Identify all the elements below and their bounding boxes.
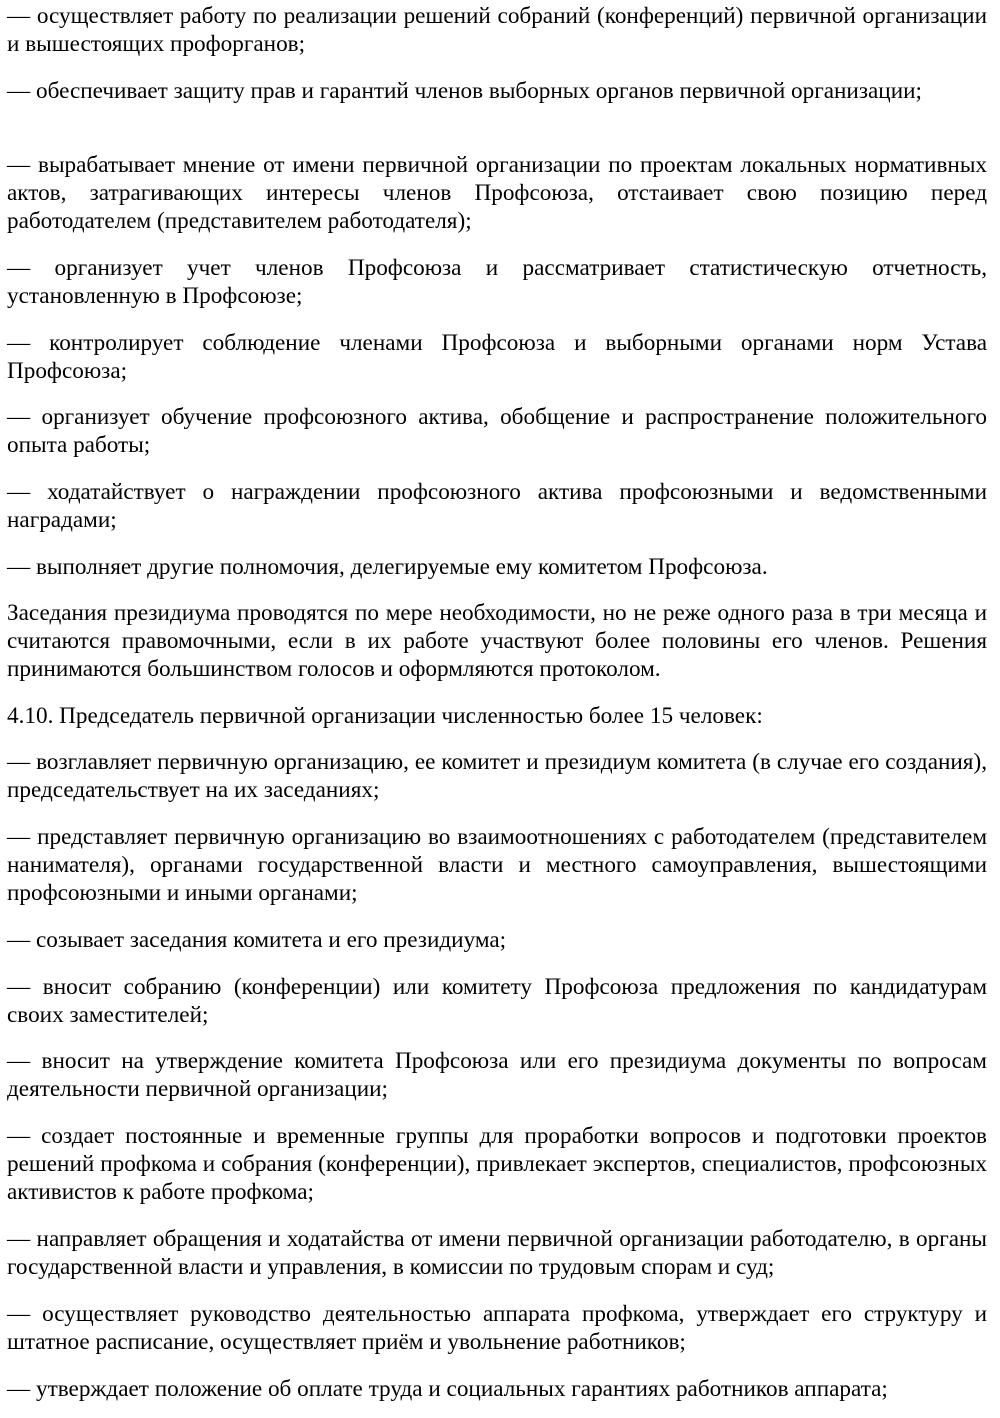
paragraph-other-powers: — выполняет другие полномочия, делегируемые ему комитетом Профсоюза. xyxy=(7,554,768,580)
paragraph-member-accounting: — организует учет членов Профсоюза и рассматривает статистическую отчетность, установленную в Профсоюзе; xyxy=(7,255,987,309)
paragraph-presidium-meetings: Заседания президиума проводятся по мере необходимости, но не реже одного раза в три месяца и считаются правомочными, если в их работе участвуют более половины его членов. Решения принимаются большинством голосов и оформляются протоколом. xyxy=(7,600,987,682)
paragraph-convenes-meetings: — созывает заседания комитета и его президиума; xyxy=(7,927,507,953)
paragraph-manages-staff: — осуществляет руководство деятельностью аппарата профкома, утверждает его структуру и штатное расписание, осуществляет приём и увольнение работников; xyxy=(7,1301,987,1355)
paragraph-approves-pay-regulation: — утверждает положение об оплате труда и социальных гарантиях работников аппарата; xyxy=(7,1376,888,1402)
paragraph-controls-charter: — контролирует соблюдение членами Профсоюза и выборными органами норм Устава Профсоюза; xyxy=(7,330,987,384)
paragraph-creates-groups: — создает постоянные и временные группы для проработки вопросов и подготовки проектов решений профкома и собрания (конференции), привлекает экспертов, специалистов, профсоюзных активистов к работе профкома; xyxy=(7,1123,987,1205)
section-heading-4-10: 4.10. Председатель первичной организации численностью более 15 человек: xyxy=(7,703,763,729)
paragraph-organizes-training: — организует обучение профсоюзного актива, обобщение и распространение положительного опыта работы; xyxy=(7,404,987,458)
paragraph-represents-organization: — представляет первичную организацию во взаимоотношениях с работодателем (представителем нанимателя), органами государственной власти и местного самоуправления, вышестоящими профсоюзными и иными органами; xyxy=(7,824,987,906)
paragraph-nominates-deputies: — вносит собранию (конференции) или комитету Профсоюза предложения по кандидатурам своих заместителей; xyxy=(7,974,987,1028)
paragraph-develops-opinion: — вырабатывает мнение от имени первичной организации по проектам локальных нормативных актов, затрагивающих интересы членов Профсоюза, отстаивает свою позицию перед работодателем (представителем работодателя); xyxy=(7,152,987,234)
paragraph-protects-rights: — обеспечивает защиту прав и гарантий членов выборных органов первичной организации; xyxy=(7,78,922,104)
paragraph-heads-organization: — возглавляет первичную организацию, ее комитет и президиум комитета (в случае его создания), председательствует на их заседаниях; xyxy=(7,749,987,803)
paragraph-submits-documents: — вносит на утверждение комитета Профсоюза или его президиума документы по вопросам деятельности первичной организации; xyxy=(7,1048,987,1102)
paragraph-petitions-awards: — ходатайствует о награждении профсоюзного актива профсоюзными и ведомственными наградами; xyxy=(7,479,987,533)
paragraph-implements-decisions: — осуществляет работу по реализации решений собраний (конференций) первичной организации и вышестоящих профорганов; xyxy=(7,3,987,57)
paragraph-sends-appeals: — направляет обращения и ходатайства от имени первичной организации работодателю, в органы государственной власти и управления, в комиссии по трудовым спорам и суд; xyxy=(7,1226,987,1280)
